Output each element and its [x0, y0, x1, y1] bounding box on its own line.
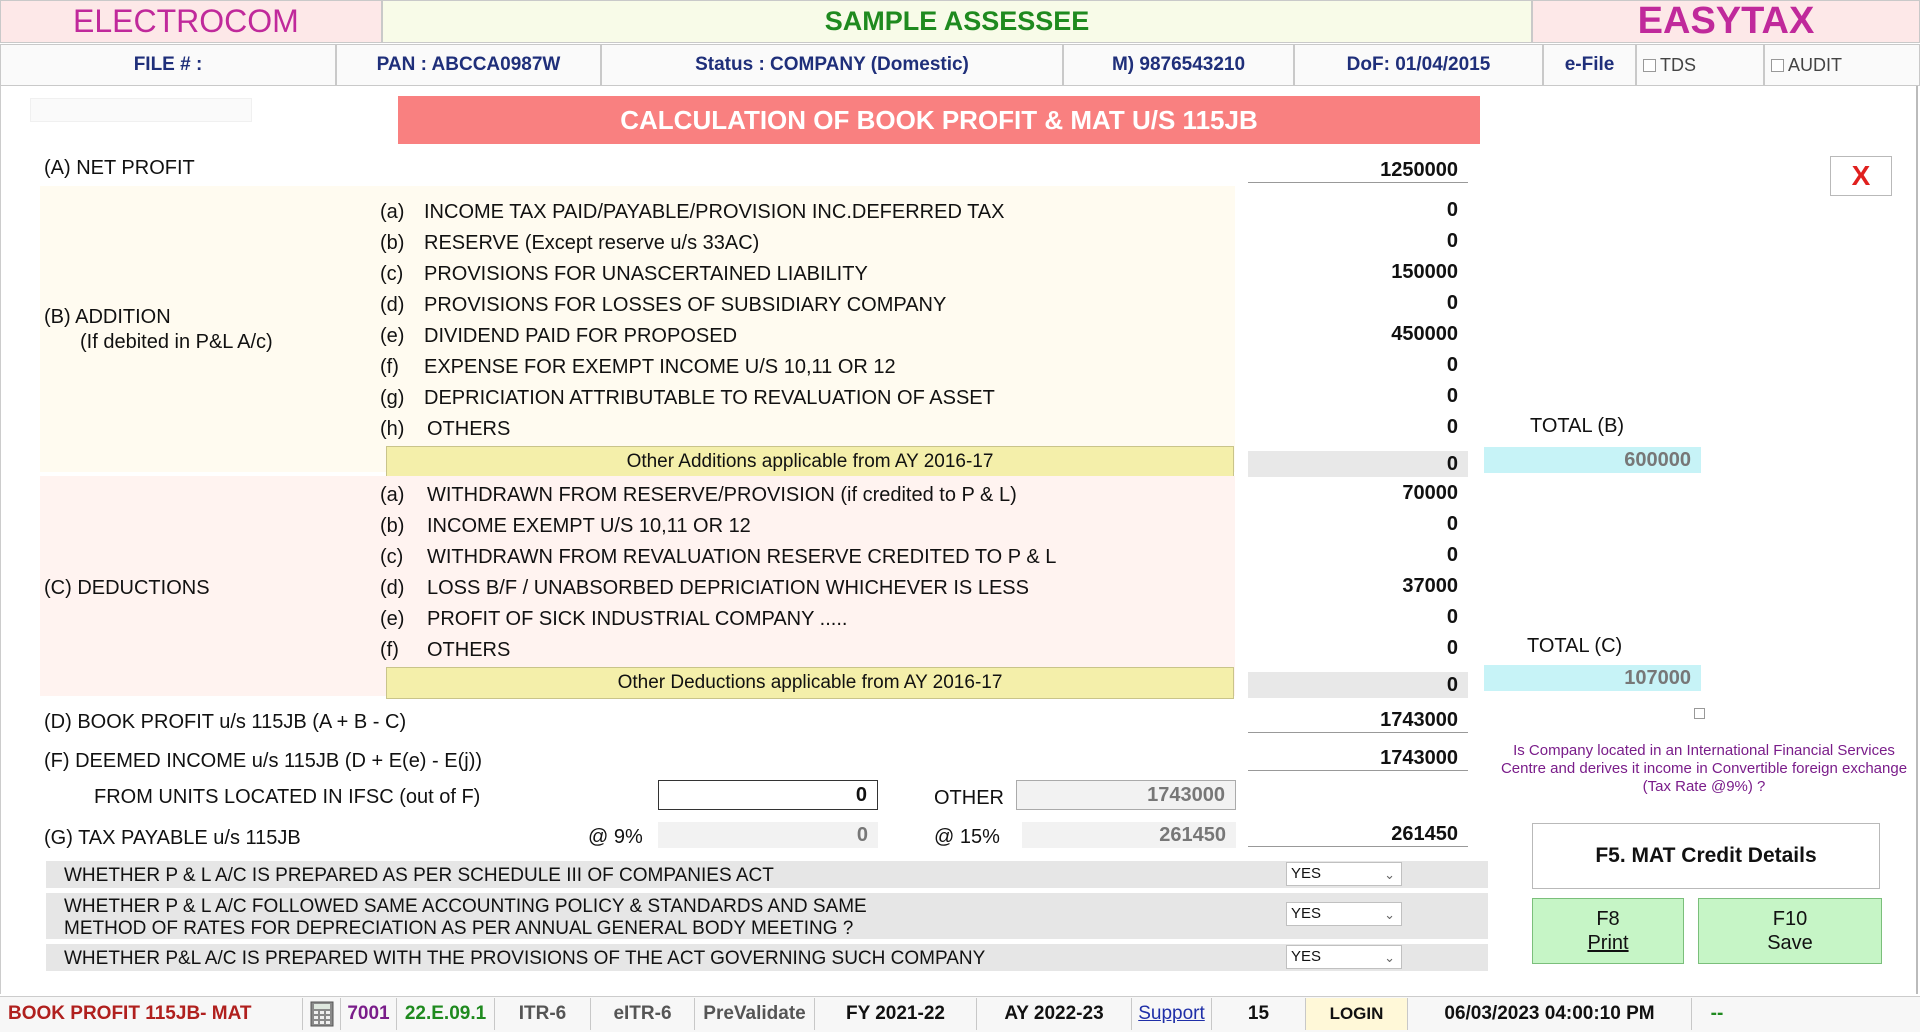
company-code: 7001 — [341, 998, 397, 1030]
blank-field — [30, 98, 252, 122]
question-row — [46, 861, 1488, 888]
addition-item-value[interactable]: 450000 — [1248, 321, 1468, 347]
addition-code: (a) — [380, 201, 405, 223]
net-profit-value[interactable]: 1250000 — [1248, 157, 1468, 183]
chevron-down-icon: ⌄ — [1384, 867, 1395, 882]
assessee-status: Status : COMPANY (Domestic) — [601, 44, 1063, 86]
total-b-value: 600000 — [1484, 447, 1701, 473]
mat-credit-button[interactable]: F5. MAT Credit Details — [1532, 823, 1880, 889]
other-additions-button[interactable]: Other Additions applicable from AY 2016-17 — [386, 446, 1234, 478]
tax-payable-total[interactable]: 261450 — [1248, 821, 1468, 847]
print-label: Print — [1587, 932, 1629, 954]
efile-link[interactable]: e-File — [1543, 44, 1636, 86]
schedule-iii-select[interactable] — [1286, 862, 1402, 886]
deduction-code: (c) — [380, 546, 404, 568]
mobile-number: M) 9876543210 — [1063, 44, 1294, 86]
chevron-down-icon: ⌄ — [1384, 950, 1395, 965]
addition-item-label: RESERVE (Except reserve u/s 33AC) — [424, 232, 760, 254]
close-button[interactable]: X — [1830, 156, 1892, 196]
date-of-filing: DoF: 01/04/2015 — [1294, 44, 1543, 86]
select-value: YES — [1291, 905, 1322, 922]
addition-code: (h) — [380, 418, 405, 440]
rate-9-label: @ 9% — [588, 826, 643, 848]
addition-code: (f) — [380, 356, 399, 378]
book-profit-value[interactable]: 1743000 — [1248, 707, 1468, 733]
audit-checkbox[interactable] — [1764, 44, 1920, 86]
calculator-icon-svg — [310, 1001, 334, 1027]
deduction-item-label: LOSS B/F / UNABSORBED DEPRICIATION WHICHEVER IS LESS — [427, 577, 1029, 599]
addition-item-label: EXPENSE FOR EXEMPT INCOME U/S 10,11 OR 12 — [424, 356, 896, 378]
tds-checkbox[interactable] — [1636, 44, 1764, 86]
status-indicator: -- — [1710, 1003, 1724, 1024]
support-link[interactable]: Support — [1132, 998, 1212, 1030]
addition-code: (g) — [380, 387, 405, 409]
assessment-year: AY 2022-23 — [977, 998, 1132, 1030]
file-number: FILE # : — [0, 44, 336, 86]
addition-item-value[interactable]: 0 — [1248, 352, 1468, 378]
other-income-value: 1743000 — [1016, 780, 1236, 810]
addition-item-value[interactable]: 0 — [1248, 197, 1468, 223]
deemed-income-label: (F) DEEMED INCOME u/s 115JB (D + E(e) - E(j)) — [44, 750, 483, 772]
net-profit-label: (A) NET PROFIT — [44, 157, 195, 179]
page-title: CALCULATION OF BOOK PROFIT & MAT U/S 115JB — [398, 96, 1480, 144]
addition-item-value[interactable]: 0 — [1248, 228, 1468, 254]
addition-item-value[interactable]: 150000 — [1248, 259, 1468, 285]
other-label: OTHER — [934, 787, 1004, 809]
deduction-item-value[interactable]: 0 — [1248, 604, 1468, 630]
software-version: 22.E.09.1 — [397, 998, 495, 1030]
module-name: BOOK PROFIT 115JB- MAT — [0, 998, 303, 1030]
addition-code: (b) — [380, 232, 405, 254]
tax-payable-label: (G) TAX PAYABLE u/s 115JB — [44, 827, 301, 849]
app-brand-right: EASYTAX — [1532, 0, 1920, 43]
ifsc-question: Is Company located in an International Financial Services Centre and derives it income in Convertible foreign exchange (Tax Rate @9%) ? — [1500, 742, 1908, 795]
select-value: YES — [1291, 948, 1322, 965]
book-profit-label: (D) BOOK PROFIT u/s 115JB (A + B - C) — [44, 711, 407, 733]
question-label-line2: METHOD OF RATES FOR DEPRECIATION AS PER ANNUAL GENERAL BODY MEETING ? — [64, 918, 854, 939]
addition-item-label: PROVISIONS FOR UNASCERTAINED LIABILITY — [424, 263, 868, 285]
question-label: WHETHER P&L A/C IS PREPARED WITH THE PROVISIONS OF THE ACT GOVERNING SUCH COMPANY — [64, 948, 986, 969]
deduction-code: (d) — [380, 577, 405, 599]
question-label: WHETHER P & L A/C IS PREPARED AS PER SCHEDULE III OF COMPANIES ACT — [64, 865, 774, 886]
eitr-form[interactable]: eITR-6 — [591, 998, 695, 1030]
print-button[interactable] — [1532, 898, 1684, 964]
addition-item-label: PROVISIONS FOR LOSSES OF SUBSIDIARY COMPANY — [424, 294, 947, 316]
addition-code: (d) — [380, 294, 405, 316]
deduction-item-value[interactable]: 0 — [1248, 511, 1468, 537]
deemed-income-value[interactable]: 1743000 — [1248, 745, 1468, 771]
date-time: 06/03/2023 04:00:10 PM — [1408, 998, 1692, 1030]
count-value: 15 — [1212, 998, 1306, 1030]
ifsc-units-label: FROM UNITS LOCATED IN IFSC (out of F) — [94, 786, 481, 808]
addition-code: (e) — [380, 325, 405, 347]
pan-number: PAN : ABCCA0987W — [336, 44, 601, 86]
deduction-code: (f) — [380, 639, 399, 661]
other-deductions-value: 0 — [1248, 672, 1468, 698]
ifsc-units-input[interactable]: 0 — [658, 780, 878, 810]
ifsc-checkbox[interactable] — [1694, 708, 1705, 719]
other-additions-value: 0 — [1248, 451, 1468, 477]
total-c-value: 107000 — [1484, 665, 1701, 691]
deduction-label: (C) DEDUCTIONS — [44, 577, 210, 599]
addition-item-label: DIVIDEND PAID FOR PROPOSED — [424, 325, 738, 347]
total-c-label: TOTAL (C) — [1527, 635, 1623, 657]
deduction-item-label: INCOME EXEMPT U/S 10,11 OR 12 — [427, 515, 751, 537]
accounting-policy-select[interactable] — [1286, 902, 1402, 926]
financial-year: FY 2021-22 — [815, 998, 977, 1030]
question-label: WHETHER P & L A/C FOLLOWED SAME ACCOUNTING POLICY & STANDARDS AND SAME — [64, 896, 867, 917]
other-deductions-button[interactable]: Other Deductions applicable from AY 2016-17 — [386, 667, 1234, 699]
addition-item-label: INCOME TAX PAID/PAYABLE/PROVISION INC.DEFERRED TAX — [424, 201, 1005, 223]
addition-item-value[interactable]: 0 — [1248, 414, 1468, 440]
deduction-code: (e) — [380, 608, 405, 630]
addition-label: (B) ADDITION — [44, 306, 171, 328]
tds-checkbox-box[interactable] — [1643, 59, 1656, 72]
question-row — [46, 893, 1488, 939]
print-key: F8 — [1596, 908, 1620, 930]
login-button[interactable]: LOGIN — [1306, 998, 1408, 1030]
addition-sublabel: (If debited in P&L A/c) — [80, 331, 273, 353]
deduction-item-value[interactable]: 0 — [1248, 542, 1468, 568]
deduction-item-label: WITHDRAWN FROM RESERVE/PROVISION (if credited to P & L) — [427, 484, 1017, 506]
audit-label: AUDIT — [1788, 54, 1842, 75]
addition-item-value[interactable]: 0 — [1248, 290, 1468, 316]
save-key: F10 — [1772, 908, 1808, 930]
deduction-item-label: WITHDRAWN FROM REVALUATION RESERVE CREDITED TO P & L — [427, 546, 1057, 568]
tax-at-15-value: 261450 — [1022, 822, 1236, 848]
deduction-item-value[interactable]: 37000 — [1248, 573, 1468, 599]
calculator-icon[interactable] — [303, 998, 341, 1030]
save-label: Save — [1767, 932, 1813, 954]
deduction-code: (b) — [380, 515, 405, 537]
deduction-item-label: PROFIT OF SICK INDUSTRIAL COMPANY ..... — [427, 608, 848, 630]
rate-15-label: @ 15% — [934, 826, 1000, 848]
assessee-name: SAMPLE ASSESSEE — [382, 0, 1532, 43]
addition-item-label: DEPRICIATION ATTRIBUTABLE TO REVALUATION OF ASSET — [424, 387, 995, 409]
save-button[interactable] — [1698, 898, 1882, 964]
prevalidate-button[interactable]: PreValidate — [695, 998, 815, 1030]
deduction-item-label: OTHERS — [427, 639, 511, 661]
total-b-label: TOTAL (B) — [1530, 415, 1625, 437]
tax-at-9-value: 0 — [658, 822, 878, 848]
deduction-code: (a) — [380, 484, 405, 506]
audit-checkbox-box[interactable] — [1771, 59, 1784, 72]
deduction-item-value[interactable]: 0 — [1248, 635, 1468, 661]
deduction-item-value[interactable]: 70000 — [1248, 480, 1468, 506]
question-row — [46, 944, 1488, 971]
select-value: YES — [1291, 865, 1322, 882]
app-brand-left: ELECTROCOM — [0, 0, 382, 43]
addition-item-value[interactable]: 0 — [1248, 383, 1468, 409]
tds-label: TDS — [1660, 54, 1696, 75]
itr-form[interactable]: ITR-6 — [495, 998, 591, 1030]
addition-code: (c) — [380, 263, 404, 285]
act-provisions-select[interactable] — [1286, 945, 1402, 969]
addition-item-label: OTHERS — [427, 418, 511, 440]
chevron-down-icon: ⌄ — [1384, 907, 1395, 922]
